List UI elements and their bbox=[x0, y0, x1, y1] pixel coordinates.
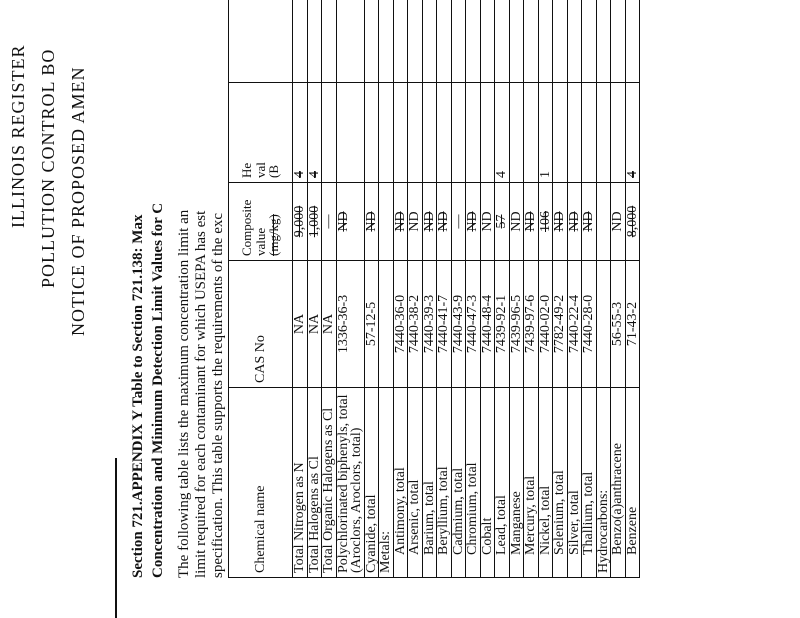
cas-cell: 7440-38-2 bbox=[408, 261, 423, 388]
chemical-cell: Polychlorinated biphenyls, total (Aroclors, Aroclors, total) bbox=[336, 388, 364, 578]
cas-cell: 7440-28-0 bbox=[582, 261, 597, 388]
chemical-cell: Arsenic, total bbox=[408, 388, 423, 578]
chemical-cell: Metals: bbox=[379, 388, 394, 578]
header-chemical-name: Chemical name bbox=[229, 388, 293, 578]
cas-cell: 1336-36-3 bbox=[336, 261, 364, 388]
composite-cell: — bbox=[322, 183, 337, 261]
header-col4-line-1: He bbox=[239, 162, 255, 178]
col5-cell bbox=[393, 0, 408, 83]
col5-cell bbox=[582, 0, 597, 83]
col4-cell bbox=[553, 83, 568, 183]
header-composite-line-3: (mg/kg) bbox=[266, 214, 282, 256]
chemical-cell: Cobalt bbox=[480, 388, 495, 578]
cas-cell: 7440-47-3 bbox=[466, 261, 481, 388]
col4-cell bbox=[408, 83, 423, 183]
table-row bbox=[625, 0, 640, 578]
composite-cell: ND bbox=[524, 183, 539, 261]
cas-cell: 7440-41-7 bbox=[437, 261, 452, 388]
table-row bbox=[307, 0, 322, 578]
cas-cell: 7440-02-0 bbox=[538, 261, 553, 388]
chemical-cell: Benzo(a)anthracene bbox=[611, 388, 626, 578]
table-row bbox=[582, 0, 597, 578]
section-title-line-2: Concentration and Minimum Detection Limit Values for C bbox=[150, 202, 166, 578]
col5-cell bbox=[611, 0, 626, 83]
cas-cell: 7440-39-3 bbox=[422, 261, 437, 388]
composite-cell: 106 bbox=[538, 183, 553, 261]
table-row bbox=[596, 0, 611, 578]
header-composite bbox=[229, 183, 293, 261]
cas-cell: NA bbox=[307, 261, 322, 388]
col4-cell bbox=[451, 83, 466, 183]
composite-cell: — bbox=[451, 183, 466, 261]
col4-cell bbox=[336, 83, 364, 183]
composite-cell: ND bbox=[408, 183, 423, 261]
col5-cell bbox=[553, 0, 568, 83]
composite-cell: ND bbox=[364, 183, 379, 261]
cas-cell: 57-12-5 bbox=[364, 261, 379, 388]
col4-cell: 4 bbox=[495, 83, 510, 183]
col5-cell bbox=[307, 0, 322, 83]
table-row bbox=[336, 0, 364, 578]
composite-cell bbox=[596, 183, 611, 261]
composite-cell: ND bbox=[393, 183, 408, 261]
cas-cell bbox=[596, 261, 611, 388]
cas-cell: NA bbox=[293, 261, 308, 388]
chemical-cell: Thallium, total bbox=[582, 388, 597, 578]
col4-cell bbox=[437, 83, 452, 183]
cas-cell: 7440-48-4 bbox=[480, 261, 495, 388]
table-row bbox=[422, 0, 437, 578]
table-row bbox=[466, 0, 481, 578]
table-row bbox=[611, 0, 626, 578]
col5-cell bbox=[336, 0, 364, 83]
board-header: POLLUTION CONTROL BO bbox=[38, 48, 58, 288]
cas-cell: 56-55-3 bbox=[611, 261, 626, 388]
col5-cell bbox=[293, 0, 308, 83]
chemical-cell: Total Organic Halogens as Cl bbox=[322, 388, 337, 578]
table-row bbox=[538, 0, 553, 578]
chemical-cell: Cyanide, total bbox=[364, 388, 379, 578]
table-row bbox=[437, 0, 452, 578]
composite-cell: ND bbox=[582, 183, 597, 261]
col5-cell bbox=[567, 0, 582, 83]
composite-cell: ND bbox=[553, 183, 568, 261]
cas-cell: 7439-92-1 bbox=[495, 261, 510, 388]
col5-cell bbox=[524, 0, 539, 83]
intro-line-1: The following table lists the maximum concentration limit an bbox=[176, 209, 192, 578]
chemical-cell: Chromium, total bbox=[466, 388, 481, 578]
table-header-row bbox=[229, 0, 293, 578]
cas-cell: 7440-43-9 bbox=[451, 261, 466, 388]
col5-cell bbox=[538, 0, 553, 83]
composite-cell: ND bbox=[567, 183, 582, 261]
table-row bbox=[480, 0, 495, 578]
col5-cell bbox=[422, 0, 437, 83]
chemical-cell: Barium, total bbox=[422, 388, 437, 578]
col4-cell bbox=[567, 83, 582, 183]
col4-cell: 4 bbox=[307, 83, 322, 183]
col5-cell bbox=[451, 0, 466, 83]
header-col4-line-3: (B bbox=[266, 165, 282, 178]
chemical-cell: Mercury, total bbox=[524, 388, 539, 578]
cas-cell: 7440-22-4 bbox=[567, 261, 582, 388]
composite-cell: 1,000 bbox=[307, 183, 322, 261]
composite-cell: ND bbox=[437, 183, 452, 261]
header-col4-line-2: val bbox=[252, 162, 268, 178]
composite-cell bbox=[379, 183, 394, 261]
col4-cell: 4 bbox=[625, 83, 640, 183]
col4-cell bbox=[509, 83, 524, 183]
header-col5 bbox=[229, 0, 293, 83]
col4-cell bbox=[596, 83, 611, 183]
table-row bbox=[495, 0, 510, 578]
col4-cell bbox=[466, 83, 481, 183]
col4-cell bbox=[611, 83, 626, 183]
table-row bbox=[364, 0, 379, 578]
table-row bbox=[524, 0, 539, 578]
col4-cell: 1 bbox=[538, 83, 553, 183]
section-title-line-1: Section 721.APPENDIX Y Table to Section 721.138: Max bbox=[130, 214, 146, 578]
composite-cell: ND bbox=[509, 183, 524, 261]
top-rule bbox=[115, 458, 117, 618]
col4-cell bbox=[393, 83, 408, 183]
table-row bbox=[509, 0, 524, 578]
composite-cell: ND bbox=[336, 183, 364, 261]
cas-cell: 7782-49-2 bbox=[553, 261, 568, 388]
col5-cell bbox=[625, 0, 640, 83]
chemical-cell: Silver, total bbox=[567, 388, 582, 578]
col4-cell bbox=[322, 83, 337, 183]
chemical-cell: Manganese bbox=[509, 388, 524, 578]
table-row bbox=[408, 0, 423, 578]
col5-cell bbox=[379, 0, 394, 83]
composite-cell: 57 bbox=[495, 183, 510, 261]
col5-cell bbox=[596, 0, 611, 83]
intro-line-3: specification. This table supports the requirements of the exc bbox=[210, 212, 226, 578]
register-header: ILLINOIS REGISTER bbox=[8, 44, 28, 228]
composite-cell: 8,000 bbox=[625, 183, 640, 261]
col5-cell bbox=[322, 0, 337, 83]
chemical-cell: Nickel, total bbox=[538, 388, 553, 578]
composite-cell: ND bbox=[466, 183, 481, 261]
contaminant-table bbox=[228, 0, 640, 578]
table-row bbox=[567, 0, 582, 578]
table-row bbox=[322, 0, 337, 578]
col4-cell bbox=[364, 83, 379, 183]
col5-cell bbox=[408, 0, 423, 83]
header-cas-no: CAS No bbox=[229, 261, 293, 388]
table-row bbox=[379, 0, 394, 578]
cas-cell: 7440-36-0 bbox=[393, 261, 408, 388]
chemical-cell: Antimony, total bbox=[393, 388, 408, 578]
col4-cell bbox=[422, 83, 437, 183]
table-row bbox=[451, 0, 466, 578]
header-composite-line-2: value bbox=[252, 227, 268, 256]
col5-cell bbox=[495, 0, 510, 83]
chemical-cell: Hydrocarbons: bbox=[596, 388, 611, 578]
cas-cell: 71-43-2 bbox=[625, 261, 640, 388]
cas-cell: NA bbox=[322, 261, 337, 388]
composite-cell: ND bbox=[611, 183, 626, 261]
table-row bbox=[553, 0, 568, 578]
col4-cell: 4 bbox=[293, 83, 308, 183]
table-row bbox=[393, 0, 408, 578]
col5-cell bbox=[364, 0, 379, 83]
col4-cell bbox=[582, 83, 597, 183]
table-row bbox=[293, 0, 308, 578]
header-composite-line-1: Composite bbox=[239, 199, 255, 256]
col5-cell bbox=[466, 0, 481, 83]
cas-cell: 7439-97-6 bbox=[524, 261, 539, 388]
composite-cell: 9,000 bbox=[293, 183, 308, 261]
chemical-cell: Beryllium, total bbox=[437, 388, 452, 578]
cas-cell: 7439-96-5 bbox=[509, 261, 524, 388]
chemical-cell: Selenium, total bbox=[553, 388, 568, 578]
col4-cell bbox=[480, 83, 495, 183]
composite-cell: ND bbox=[422, 183, 437, 261]
intro-line-2: limit required for each contaminant for which USEPA has est bbox=[193, 210, 209, 578]
chemical-cell: Cadmium, total bbox=[451, 388, 466, 578]
col5-cell bbox=[437, 0, 452, 83]
chemical-cell: Total Halogens as Cl bbox=[307, 388, 322, 578]
col5-cell bbox=[480, 0, 495, 83]
chemical-cell: Benzene bbox=[625, 388, 640, 578]
chemical-cell: Total Nitrogen as N bbox=[293, 388, 308, 578]
chemical-cell: Lead, total bbox=[495, 388, 510, 578]
composite-cell: ND bbox=[480, 183, 495, 261]
cas-cell bbox=[379, 261, 394, 388]
header-col4 bbox=[229, 83, 293, 183]
col5-cell bbox=[509, 0, 524, 83]
notice-header: NOTICE OF PROPOSED AMEN bbox=[68, 66, 88, 336]
col4-cell bbox=[524, 83, 539, 183]
col4-cell bbox=[379, 83, 394, 183]
